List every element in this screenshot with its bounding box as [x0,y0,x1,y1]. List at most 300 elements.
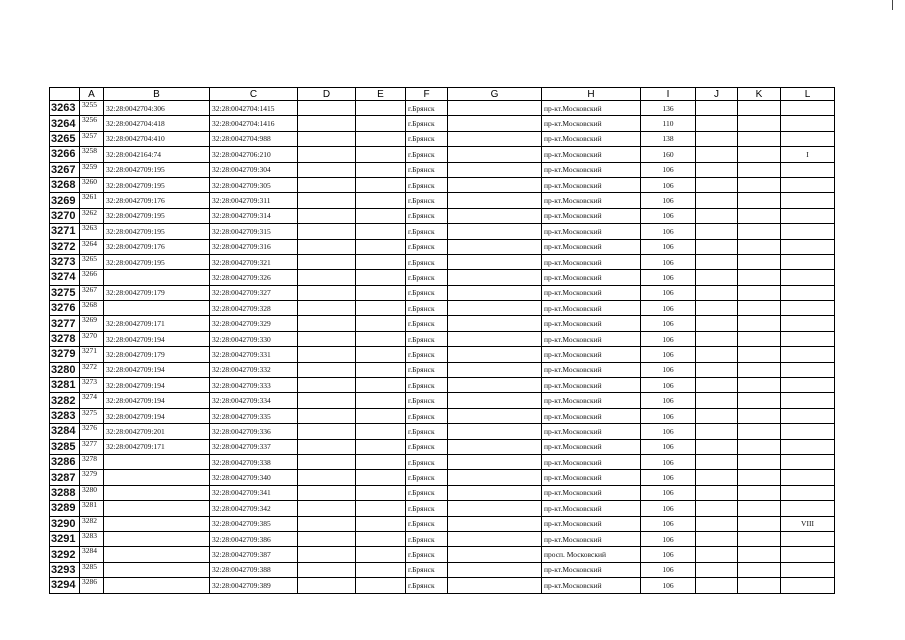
cell-d[interactable] [298,224,356,239]
cell-e[interactable] [356,393,406,408]
cell-a[interactable] [80,485,104,500]
cell-i[interactable]: 110 [641,116,696,131]
cell-l[interactable] [781,270,835,285]
cell-k[interactable] [738,254,781,269]
cell-k[interactable] [738,439,781,454]
cell-g[interactable] [448,362,542,377]
cell-d[interactable] [298,501,356,516]
cell-k[interactable] [738,578,781,593]
cell-a[interactable] [80,101,104,116]
cell-h[interactable]: просп. Московский [542,547,641,562]
cell-e[interactable] [356,270,406,285]
cell-f[interactable]: г.Брянск [406,270,448,285]
cell-g[interactable] [448,378,542,393]
cell-j[interactable] [696,208,738,223]
cell-e[interactable] [356,208,406,223]
cell-c[interactable]: 32:28:0042709:311 [210,193,298,208]
cell-c[interactable]: 32:28:0042709:386 [210,531,298,546]
column-header[interactable]: F [406,88,448,101]
cell-d[interactable] [298,331,356,346]
cell-e[interactable] [356,224,406,239]
cell-i[interactable]: 106 [641,470,696,485]
column-header[interactable]: C [210,88,298,101]
cell-c[interactable]: 32:28:0042709:341 [210,485,298,500]
cell-e[interactable] [356,362,406,377]
cell-j[interactable] [696,193,738,208]
cell-j[interactable] [696,301,738,316]
row-number[interactable]: 3273 [50,254,80,269]
cell-k[interactable] [738,224,781,239]
cell-d[interactable] [298,147,356,162]
row-number[interactable]: 3290 [50,516,80,531]
cell-l[interactable]: I [781,147,835,162]
cell-h[interactable]: пр-кт.Московский [542,239,641,254]
cell-l[interactable] [781,501,835,516]
cell-d[interactable] [298,116,356,131]
cell-a[interactable] [80,131,104,146]
cell-e[interactable] [356,116,406,131]
cell-i[interactable]: 106 [641,224,696,239]
cell-h[interactable]: пр-кт.Московский [542,485,641,500]
cell-i[interactable]: 106 [641,531,696,546]
cell-c[interactable]: 32:28:0042709:335 [210,408,298,423]
cell-e[interactable] [356,131,406,146]
cell-i[interactable]: 106 [641,254,696,269]
row-number[interactable]: 3294 [50,578,80,593]
cell-c[interactable]: 32:28:0042709:337 [210,439,298,454]
cell-b[interactable]: 32:28:0042709:201 [104,424,210,439]
cell-b[interactable]: 32:28:0042164:74 [104,147,210,162]
cell-a[interactable] [80,147,104,162]
cell-f[interactable]: г.Брянск [406,208,448,223]
cell-h[interactable]: пр-кт.Московский [542,162,641,177]
cell-b[interactable] [104,547,210,562]
cell-i[interactable]: 106 [641,547,696,562]
cell-d[interactable] [298,208,356,223]
cell-k[interactable] [738,454,781,469]
cell-b[interactable]: 32:28:0042709:195 [104,224,210,239]
cell-f[interactable]: г.Брянск [406,501,448,516]
row-number[interactable]: 3271 [50,224,80,239]
cell-d[interactable] [298,270,356,285]
cell-d[interactable] [298,177,356,192]
cell-d[interactable] [298,408,356,423]
column-header[interactable]: D [298,88,356,101]
cell-k[interactable] [738,101,781,116]
cell-c[interactable]: 32:28:0042709:314 [210,208,298,223]
cell-c[interactable]: 32:28:0042704:988 [210,131,298,146]
cell-b[interactable] [104,516,210,531]
cell-l[interactable] [781,485,835,500]
cell-g[interactable] [448,454,542,469]
cell-g[interactable] [448,562,542,577]
cell-f[interactable]: г.Брянск [406,454,448,469]
cell-i[interactable]: 106 [641,285,696,300]
cell-k[interactable] [738,470,781,485]
cell-e[interactable] [356,501,406,516]
cell-k[interactable] [738,316,781,331]
cell-f[interactable]: г.Брянск [406,177,448,192]
cell-a[interactable] [80,531,104,546]
cell-i[interactable]: 160 [641,147,696,162]
cell-g[interactable] [448,531,542,546]
cell-e[interactable] [356,378,406,393]
cell-b[interactable]: 32:28:0042709:195 [104,208,210,223]
cell-g[interactable] [448,470,542,485]
row-number[interactable]: 3278 [50,331,80,346]
cell-f[interactable]: г.Брянск [406,470,448,485]
cell-j[interactable] [696,147,738,162]
cell-j[interactable] [696,578,738,593]
cell-a[interactable] [80,285,104,300]
cell-g[interactable] [448,101,542,116]
cell-k[interactable] [738,147,781,162]
cell-f[interactable]: г.Брянск [406,239,448,254]
cell-c[interactable]: 32:28:0042709:389 [210,578,298,593]
cell-i[interactable]: 106 [641,408,696,423]
cell-e[interactable] [356,470,406,485]
cell-e[interactable] [356,316,406,331]
cell-c[interactable]: 32:28:0042709:330 [210,331,298,346]
cell-e[interactable] [356,516,406,531]
cell-b[interactable]: 32:28:0042709:194 [104,393,210,408]
cell-d[interactable] [298,470,356,485]
cell-j[interactable] [696,378,738,393]
cell-l[interactable] [781,239,835,254]
row-number[interactable]: 3281 [50,378,80,393]
cell-f[interactable]: г.Брянск [406,424,448,439]
cell-g[interactable] [448,177,542,192]
cell-l[interactable] [781,116,835,131]
row-number[interactable]: 3266 [50,147,80,162]
cell-a[interactable] [80,239,104,254]
cell-a[interactable] [80,193,104,208]
cell-g[interactable] [448,193,542,208]
row-number[interactable]: 3289 [50,501,80,516]
cell-f[interactable]: г.Брянск [406,516,448,531]
cell-h[interactable]: пр-кт.Московский [542,562,641,577]
cell-f[interactable]: г.Брянск [406,331,448,346]
cell-c[interactable]: 32:28:0042709:332 [210,362,298,377]
cell-k[interactable] [738,547,781,562]
cell-j[interactable] [696,101,738,116]
cell-i[interactable]: 106 [641,208,696,223]
cell-h[interactable]: пр-кт.Московский [542,347,641,362]
cell-b[interactable] [104,485,210,500]
cell-a[interactable] [80,224,104,239]
cell-a[interactable] [80,578,104,593]
cell-b[interactable] [104,301,210,316]
cell-c[interactable]: 32:28:0042709:388 [210,562,298,577]
cell-c[interactable]: 32:28:0042709:304 [210,162,298,177]
cell-a[interactable] [80,424,104,439]
cell-g[interactable] [448,331,542,346]
cell-h[interactable]: пр-кт.Московский [542,147,641,162]
cell-k[interactable] [738,378,781,393]
cell-j[interactable] [696,254,738,269]
cell-h[interactable]: пр-кт.Московский [542,362,641,377]
cell-l[interactable] [781,393,835,408]
cell-j[interactable] [696,470,738,485]
cell-b[interactable] [104,470,210,485]
cell-d[interactable] [298,424,356,439]
column-header[interactable]: G [448,88,542,101]
cell-d[interactable] [298,316,356,331]
cell-j[interactable] [696,316,738,331]
cell-e[interactable] [356,424,406,439]
cell-g[interactable] [448,224,542,239]
cell-j[interactable] [696,408,738,423]
cell-e[interactable] [356,147,406,162]
cell-l[interactable] [781,301,835,316]
cell-g[interactable] [448,547,542,562]
cell-e[interactable] [356,531,406,546]
cell-c[interactable]: 32:28:0042709:327 [210,285,298,300]
cell-j[interactable] [696,131,738,146]
cell-h[interactable]: пр-кт.Московский [542,301,641,316]
cell-g[interactable] [448,239,542,254]
cell-d[interactable] [298,439,356,454]
cell-f[interactable]: г.Брянск [406,285,448,300]
cell-h[interactable]: пр-кт.Московский [542,254,641,269]
cell-e[interactable] [356,331,406,346]
cell-f[interactable]: г.Брянск [406,224,448,239]
cell-b[interactable]: 32:28:0042709:195 [104,254,210,269]
cell-l[interactable] [781,193,835,208]
cell-a[interactable] [80,301,104,316]
cell-d[interactable] [298,393,356,408]
cell-l[interactable] [781,316,835,331]
column-header[interactable]: H [542,88,641,101]
cell-h[interactable]: пр-кт.Московский [542,439,641,454]
cell-a[interactable] [80,470,104,485]
cell-a[interactable] [80,562,104,577]
cell-j[interactable] [696,116,738,131]
cell-i[interactable]: 106 [641,562,696,577]
cell-f[interactable]: г.Брянск [406,101,448,116]
cell-e[interactable] [356,439,406,454]
cell-a[interactable] [80,362,104,377]
cell-g[interactable] [448,439,542,454]
cell-b[interactable] [104,270,210,285]
cell-k[interactable] [738,501,781,516]
cell-k[interactable] [738,239,781,254]
row-number[interactable]: 3286 [50,454,80,469]
cell-d[interactable] [298,162,356,177]
cell-h[interactable]: пр-кт.Московский [542,224,641,239]
cell-h[interactable]: пр-кт.Московский [542,193,641,208]
row-number[interactable]: 3274 [50,270,80,285]
cell-a[interactable] [80,254,104,269]
cell-g[interactable] [448,501,542,516]
row-number[interactable]: 3283 [50,408,80,423]
cell-j[interactable] [696,424,738,439]
cell-g[interactable] [448,285,542,300]
cell-j[interactable] [696,439,738,454]
cell-g[interactable] [448,316,542,331]
cell-a[interactable] [80,378,104,393]
cell-a[interactable] [80,270,104,285]
cell-c[interactable]: 32:28:0042709:338 [210,454,298,469]
cell-h[interactable]: пр-кт.Московский [542,116,641,131]
cell-h[interactable]: пр-кт.Московский [542,501,641,516]
row-number[interactable]: 3291 [50,531,80,546]
cell-b[interactable] [104,501,210,516]
cell-f[interactable]: г.Брянск [406,578,448,593]
column-header[interactable]: B [104,88,210,101]
cell-d[interactable] [298,531,356,546]
cell-c[interactable]: 32:28:0042709:333 [210,378,298,393]
cell-j[interactable] [696,270,738,285]
cell-l[interactable] [781,101,835,116]
cell-k[interactable] [738,285,781,300]
cell-c[interactable]: 32:28:0042709:315 [210,224,298,239]
cell-k[interactable] [738,485,781,500]
cell-j[interactable] [696,177,738,192]
cell-b[interactable]: 32:28:0042709:194 [104,378,210,393]
cell-b[interactable]: 32:28:0042709:179 [104,347,210,362]
corner-cell[interactable] [50,88,80,101]
cell-h[interactable]: пр-кт.Московский [542,177,641,192]
cell-c[interactable]: 32:28:0042706:210 [210,147,298,162]
cell-i[interactable]: 106 [641,347,696,362]
cell-c[interactable]: 32:28:0042709:316 [210,239,298,254]
cell-b[interactable] [104,531,210,546]
cell-a[interactable] [80,393,104,408]
cell-k[interactable] [738,562,781,577]
cell-g[interactable] [448,408,542,423]
cell-f[interactable]: г.Брянск [406,116,448,131]
cell-k[interactable] [738,193,781,208]
cell-b[interactable]: 32:28:0042704:306 [104,101,210,116]
cell-e[interactable] [356,193,406,208]
cell-e[interactable] [356,301,406,316]
cell-d[interactable] [298,578,356,593]
cell-b[interactable]: 32:28:0042709:194 [104,408,210,423]
cell-l[interactable] [781,470,835,485]
cell-d[interactable] [298,485,356,500]
row-number[interactable]: 3284 [50,424,80,439]
cell-g[interactable] [448,162,542,177]
cell-c[interactable]: 32:28:0042709:385 [210,516,298,531]
cell-l[interactable] [781,254,835,269]
cell-b[interactable]: 32:28:0042704:410 [104,131,210,146]
cell-c[interactable]: 32:28:0042709:329 [210,316,298,331]
cell-e[interactable] [356,485,406,500]
cell-l[interactable] [781,439,835,454]
cell-i[interactable]: 106 [641,578,696,593]
cell-g[interactable] [448,254,542,269]
cell-j[interactable] [696,224,738,239]
cell-d[interactable] [298,516,356,531]
cell-i[interactable]: 106 [641,501,696,516]
cell-a[interactable] [80,439,104,454]
cell-f[interactable]: г.Брянск [406,439,448,454]
cell-a[interactable] [80,116,104,131]
cell-f[interactable]: г.Брянск [406,485,448,500]
cell-k[interactable] [738,177,781,192]
cell-c[interactable]: 32:28:0042709:305 [210,177,298,192]
cell-h[interactable]: пр-кт.Московский [542,331,641,346]
cell-a[interactable] [80,547,104,562]
cell-d[interactable] [298,239,356,254]
cell-a[interactable] [80,454,104,469]
cell-e[interactable] [356,239,406,254]
cell-a[interactable] [80,177,104,192]
cell-c[interactable]: 32:28:0042709:342 [210,501,298,516]
cell-c[interactable]: 32:28:0042709:336 [210,424,298,439]
cell-l[interactable] [781,531,835,546]
cell-i[interactable]: 106 [641,516,696,531]
cell-j[interactable] [696,547,738,562]
cell-g[interactable] [448,424,542,439]
row-number[interactable]: 3293 [50,562,80,577]
column-header[interactable]: K [738,88,781,101]
cell-g[interactable] [448,485,542,500]
row-number[interactable]: 3270 [50,208,80,223]
cell-k[interactable] [738,301,781,316]
row-number[interactable]: 3288 [50,485,80,500]
cell-e[interactable] [356,101,406,116]
cell-i[interactable]: 106 [641,270,696,285]
cell-j[interactable] [696,562,738,577]
cell-h[interactable]: пр-кт.Московский [542,131,641,146]
cell-b[interactable] [104,454,210,469]
row-number[interactable]: 3280 [50,362,80,377]
cell-k[interactable] [738,393,781,408]
cell-e[interactable] [356,254,406,269]
cell-h[interactable]: пр-кт.Московский [542,531,641,546]
cell-a[interactable] [80,408,104,423]
cell-i[interactable]: 106 [641,378,696,393]
cell-i[interactable]: 106 [641,393,696,408]
cell-a[interactable] [80,208,104,223]
cell-h[interactable]: пр-кт.Московский [542,378,641,393]
cell-l[interactable] [781,347,835,362]
cell-h[interactable]: пр-кт.Московский [542,393,641,408]
row-number[interactable]: 3282 [50,393,80,408]
cell-l[interactable] [781,177,835,192]
cell-k[interactable] [738,347,781,362]
cell-b[interactable]: 32:28:0042709:171 [104,439,210,454]
cell-b[interactable]: 32:28:0042709:176 [104,239,210,254]
cell-j[interactable] [696,501,738,516]
cell-b[interactable]: 32:28:0042704:418 [104,116,210,131]
column-header[interactable]: J [696,88,738,101]
row-number[interactable]: 3264 [50,116,80,131]
cell-i[interactable]: 136 [641,101,696,116]
row-number[interactable]: 3267 [50,162,80,177]
column-header[interactable]: I [641,88,696,101]
cell-c[interactable]: 32:28:0042709:328 [210,301,298,316]
cell-k[interactable] [738,516,781,531]
cell-d[interactable] [298,254,356,269]
cell-b[interactable] [104,562,210,577]
cell-j[interactable] [696,239,738,254]
cell-j[interactable] [696,531,738,546]
cell-l[interactable] [781,285,835,300]
cell-h[interactable]: пр-кт.Московский [542,470,641,485]
cell-l[interactable] [781,562,835,577]
row-number[interactable]: 3279 [50,347,80,362]
cell-h[interactable]: пр-кт.Московский [542,516,641,531]
cell-c[interactable]: 32:28:0042704:1416 [210,116,298,131]
cell-f[interactable]: г.Брянск [406,131,448,146]
cell-c[interactable]: 32:28:0042709:321 [210,254,298,269]
cell-c[interactable]: 32:28:0042709:387 [210,547,298,562]
cell-f[interactable]: г.Брянск [406,147,448,162]
row-number[interactable]: 3269 [50,193,80,208]
